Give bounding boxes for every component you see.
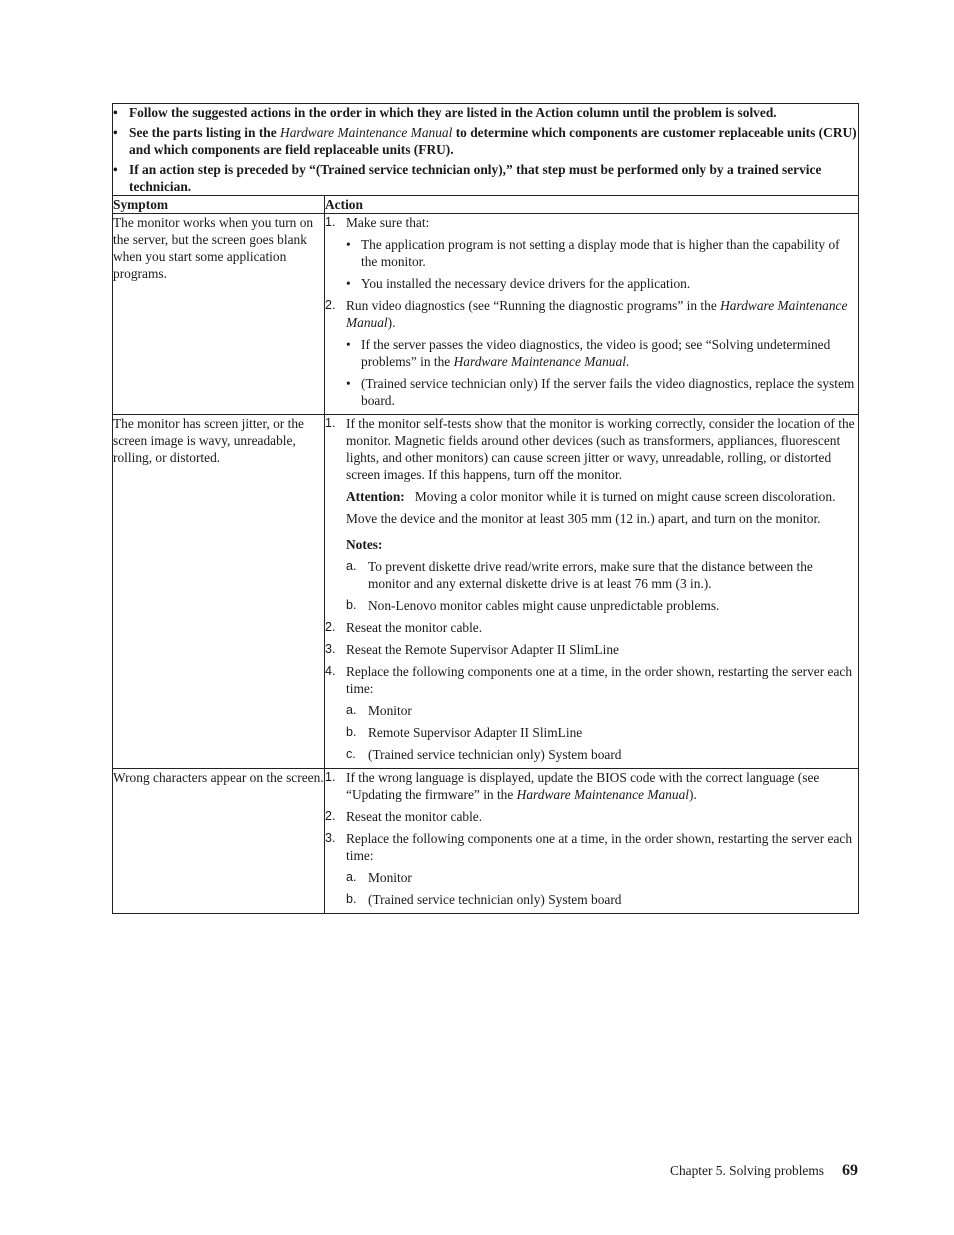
instruction-item: • See the parts listing in the Hardware Maintenance Manual to determine which components are customer replaceable units (CRU) and which components are field replaceable units (FRU). (113, 125, 857, 157)
list-item: b. Non-Lenovo monitor cables might cause unpredictable problems. (346, 598, 720, 613)
action-step: 1. If the wrong language is displayed, update the BIOS code with the correct language (see “Updating the firmware” in the Hardware Maintenance Manual). (325, 770, 820, 802)
page-number: 69 (842, 1162, 858, 1179)
column-header-symptom: Symptom (113, 196, 325, 214)
action-step: 4. Replace the following components one at a time, in the order shown, restarting the server each time: (325, 664, 853, 696)
chapter-title: Chapter 5. Solving problems (670, 1163, 824, 1178)
table-row (113, 769, 859, 914)
list-item: • You installed the necessary device drivers for the application. (346, 276, 691, 291)
move-instruction: Move the device and the monitor at least 305 mm (12 in.) apart, and turn on the monitor. (346, 511, 821, 526)
action-step: 2. Reseat the monitor cable. (325, 809, 483, 824)
action-cell (325, 769, 859, 914)
bullet-icon: • (346, 276, 351, 291)
table-row (113, 214, 859, 415)
list-item: c. (Trained service technician only) System board (346, 747, 622, 762)
table-row (113, 415, 859, 769)
bullet-icon: • (346, 237, 351, 252)
list-item: • The application program is not setting a display mode that is higher than the capability of the monitor. (346, 237, 840, 269)
troubleshooting-table (112, 103, 859, 914)
list-item: a. To prevent diskette drive read/write errors, make sure that the distance between the monitor and any external diskette drive is at least 76 mm (3 in.). (346, 559, 813, 591)
action-step: 2. Run video diagnostics (see “Running the diagnostic programs” in the Hardware Maintenance Manual). (325, 298, 848, 330)
bullet-icon: • (346, 376, 351, 391)
action-step: 3. Reseat the Remote Supervisor Adapter II SlimLine (325, 642, 619, 657)
symptom-cell: Wrong characters appear on the screen. (113, 769, 325, 914)
notes-label: Notes: (346, 537, 383, 552)
attention-note: Attention: Moving a color monitor while it is turned on might cause screen discoloration. (346, 489, 836, 504)
bullet-icon: • (113, 105, 118, 120)
action-cell (325, 214, 859, 415)
list-item: • If the server passes the video diagnostics, the video is good; see “Solving undetermined problems” in the Hardware Maintenance Manual. (346, 337, 831, 369)
action-step: 1. Make sure that: (325, 215, 430, 230)
bullet-icon: • (113, 125, 118, 140)
symptom-cell: The monitor has screen jitter, or the screen image is wavy, unreadable, rolling, or distorted. (113, 415, 325, 769)
column-header-action: Action (325, 196, 859, 214)
page-footer (670, 1162, 858, 1180)
table-instructions (113, 104, 859, 196)
instruction-item: • Follow the suggested actions in the order in which they are listed in the Action column until the problem is solved. (113, 105, 777, 120)
list-item: a. Monitor (346, 703, 412, 718)
action-step: 3. Replace the following components one at a time, in the order shown, restarting the server each time: (325, 831, 853, 863)
bullet-icon: • (346, 337, 351, 352)
list-item: b. (Trained service technician only) System board (346, 892, 622, 907)
action-step: 1. If the monitor self-tests show that the monitor is working correctly, consider the location of the monitor. Magnetic fields around other devices (such as transformers, appliances, fluorescent lights, and other monitors) can cause screen jitter or wavy, unreadable, rolling, or distorted screen images. If this happens, turn off the monitor. (325, 416, 855, 482)
action-cell (325, 415, 859, 769)
bullet-icon: • (113, 162, 118, 177)
action-step: 2. Reseat the monitor cable. (325, 620, 483, 635)
list-item: a. Monitor (346, 870, 412, 885)
symptom-cell: The monitor works when you turn on the server, but the screen goes blank when you start some application programs. (113, 214, 325, 415)
instruction-item: • If an action step is preceded by “(Trained service technician only),” that step must be performed only by a trained service technician. (113, 162, 822, 194)
list-item: b. Remote Supervisor Adapter II SlimLine (346, 725, 583, 740)
list-item: • (Trained service technician only) If the server fails the video diagnostics, replace the system board. (346, 376, 855, 408)
